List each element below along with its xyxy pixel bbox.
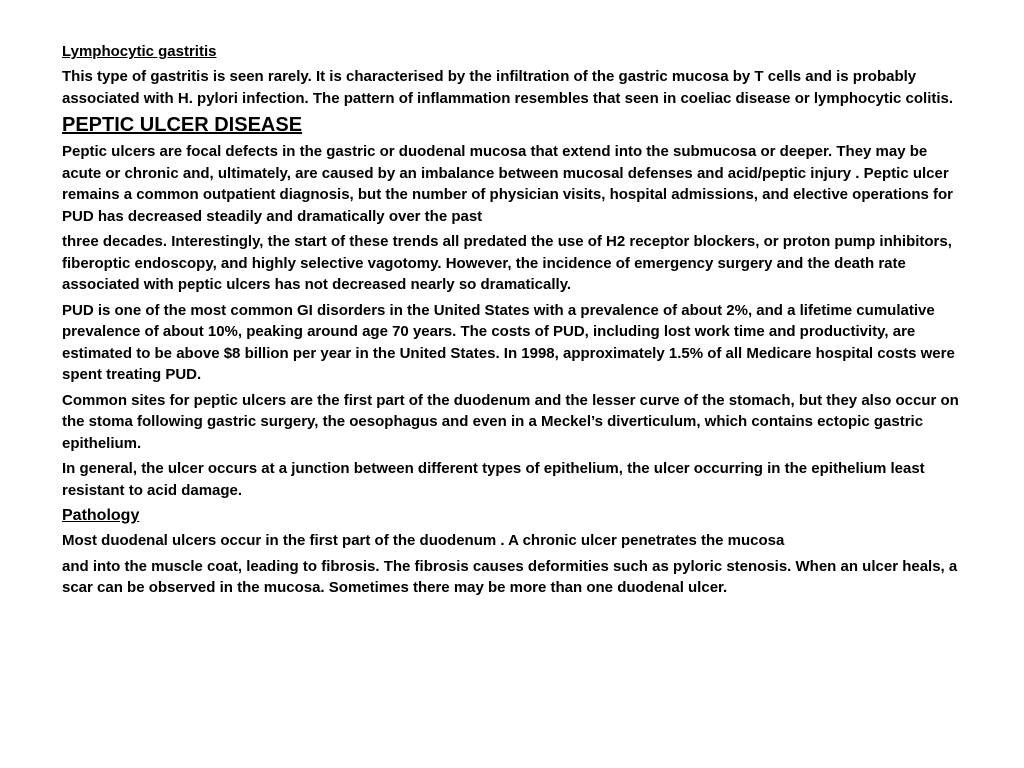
lymphocytic-gastritis-paragraph: This type of gastritis is seen rarely. It is characterised by the infiltration of the gastric mucosa by T cells and is probably associated with H. pylori infection. The pattern of inflammation resembles that seen in coeliac disease or lymphocytic colitis. xyxy=(62,68,954,107)
peptic-paragraph-junction: In general, the ulcer occurs at a junction between different types of epithelium, the ulcer occurring in the epithelium least resistant to acid damage. xyxy=(62,460,925,499)
peptic-paragraph-definition: Peptic ulcers are focal defects in the gastric or duodenal mucosa that extend into the submucosa or deeper. They may be acute or chronic and, ultimately, are caused by an imbalance between mucosal defenses and acid/peptic injury . Peptic ulcer remains a common outpatient diagnosis, but the number of physician visits, hospital admissions, and elective operations for PUD has decreased steadily and dramatically over the past xyxy=(62,143,954,225)
peptic-paragraph-trends: three decades. Interestingly, the start of these trends all predated the use of H2 receptor blockers, or proton pump inhibitors, fiberoptic endoscopy, and highly selective vagotomy. However, the incidence of emergency surgery and the death rate associated with peptic ulcers has not decreased nearly so dramatically. xyxy=(62,233,952,293)
peptic-paragraph-prevalence: PUD is one of the most common GI disorders in the United States with a prevalence of about 2%, and a lifetime cumulative prevalence of about 10%, peaking around age 70 years. The costs of PUD, including lost work time and productivity, are estimated to be above $8 billion per year in the United States. In 1998, approximately 1.5% of all Medicare hospital costs were spent treating PUD. xyxy=(62,301,955,383)
pathology-paragraph-second: and into the muscle coat, leading to fibrosis. The fibrosis causes deformities such as pyloric stenosis. When an ulcer heals, a scar can be observed in the mucosa. Sometimes there may be more than one duodenal ulcer. xyxy=(62,557,958,596)
document-body xyxy=(62,42,962,603)
peptic-paragraph-sites: Common sites for peptic ulcers are the first part of the duodenum and the lesser curve of the stomach, but they also occur on the stoma following gastric surgery, the oesophagus and even in a Meckel’s diverticulum, which contains ectopic gastric epithelium. xyxy=(62,391,959,452)
pathology-paragraph-first: Most duodenal ulcers occur in the first part of the duodenum . A chronic ulcer penetrates the mucosa xyxy=(62,532,785,549)
lymphocytic-gastritis-heading: Lymphocytic gastritis xyxy=(62,43,217,60)
pathology-heading: Pathology xyxy=(62,507,140,524)
peptic-ulcer-disease-heading: PEPTIC ULCER DISEASE xyxy=(62,114,303,136)
